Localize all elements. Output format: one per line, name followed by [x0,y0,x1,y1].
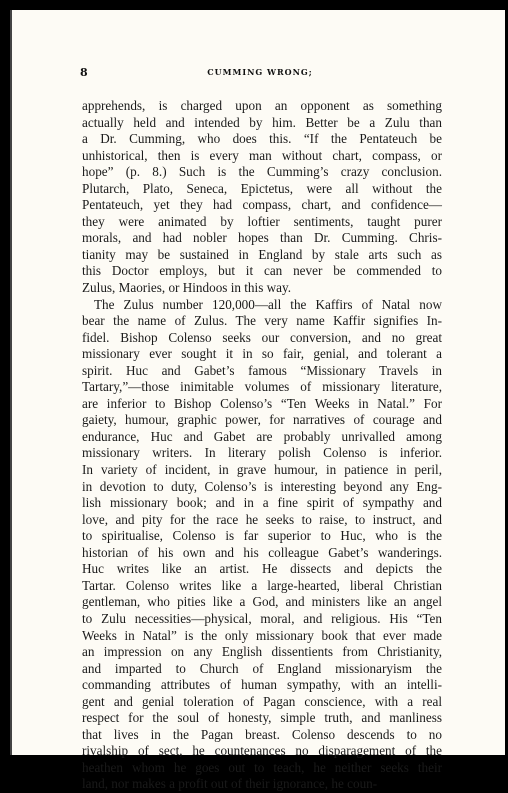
paragraph-2 [82,297,442,793]
text-line: to Zulu necessities—physical, moral, and religious. His “Ten [82,610,442,626]
text-line: spirit. Huc and Gabet’s famous “Missionary Travels in [82,362,442,378]
text-line: missionary writers. In literary polish Colenso is inferior. [82,445,442,461]
text-line: fidel. Bishop Colenso seeks our conversion, and no great [82,329,442,345]
text-line: tianity may be sustained in England by stale arts such as [82,246,442,262]
text-line: commanding attributes of human sympathy, with an intelli- [82,677,442,693]
text-line: in devotion to duty, Colenso’s is interesting beyond any Eng- [82,478,442,494]
text-line: Huc writes like an artist. He dissects and depicts the [82,561,442,577]
text-line: heathen whom he goes out to teach, he neither seeks their [82,759,442,775]
text-line: historian of his own and his colleague Gabet’s wanderings. [82,544,442,560]
text-line: apprehends, is charged upon an opponent as something [82,98,442,113]
text-line: bear the name of Zulus. The very name Kaffir signifies In- [82,313,442,329]
text-line: The Zulus number 120,000—all the Kaffirs of Natal now [94,296,442,312]
text-line: and imparted to Church of England missionaryism the [82,660,442,676]
text-line: Zulus, Maories, or Hindoos in this way. [82,280,292,296]
page-number: 8 [80,66,88,79]
text-line: land, nor makes a profit out of their ignorance, he coun- [82,776,378,792]
text-line: respect for the soul of honesty, simple truth, and manliness [82,710,442,726]
text-line: love, and pity for the race he seeks to raise, to instruct, and [82,511,442,527]
body-text [82,98,442,793]
text-line: hope” (p. 8.) Such is the Cumming’s crazy conclusion. [82,164,442,180]
text-line: rivalship of sect, he countenances no disparagement of the [82,743,442,759]
text-line: gaiety, humour, graphic power, for narratives of courage and [82,412,442,428]
text-line: In variety of incident, in grave humour, in patience in peril, [82,462,442,478]
text-line: are inferior to Bishop Colenso’s “Ten Weeks in Natal.” For [82,395,442,411]
text-line: lish missionary book; and in a fine spirit of sympathy and [82,495,442,511]
paragraph-1 [82,98,442,297]
text-line: morals, and had nobler hopes than Dr. Cumming. Chris- [82,230,442,246]
running-head: CUMMING WRONG; [207,67,313,77]
text-line: Weeks in Natal” is the only missionary book that ever made [82,627,442,643]
text-line: endurance, Huc and Gabet are probably unrivalled among [82,428,442,444]
text-line: Tartary,”—those inimitable volumes of missionary literature, [82,379,442,395]
text-line: they were animated by loftier sentiments, taught purer [82,213,442,229]
text-line: gentleman, who pities like a God, and ministers like an angel [82,594,442,610]
text-line: an impression on any English dissentients from Christianity, [82,644,442,660]
text-line: actually held and intended by him. Better be a Zulu than [82,114,442,130]
text-line: gent and genial toleration of Pagan conscience, with a real [82,693,442,709]
text-line: Tartar. Colenso writes like a large-hearted, liberal Christian [82,577,442,593]
text-line: Plutarch, Plato, Seneca, Epictetus, were all without the [82,180,442,196]
page-header [80,66,440,82]
text-line: a Dr. Cumming, who does this. “If the Pentateuch be [82,131,442,147]
text-line: missionary ever sought it in so fair, genial, and tolerant a [82,346,442,362]
text-line: this Doctor employs, but it can never be commended to [82,263,442,279]
text-line: unhistorical, then is every man without chart, compass, or [82,147,442,163]
text-line: Pentateuch, yet they had compass, chart, and confidence— [82,197,442,213]
text-line: that lives in the Pagan breast. Colenso descends to no [82,726,442,742]
text-line: to spiritualise, Colenso is far superior to Huc, who is the [82,528,442,544]
